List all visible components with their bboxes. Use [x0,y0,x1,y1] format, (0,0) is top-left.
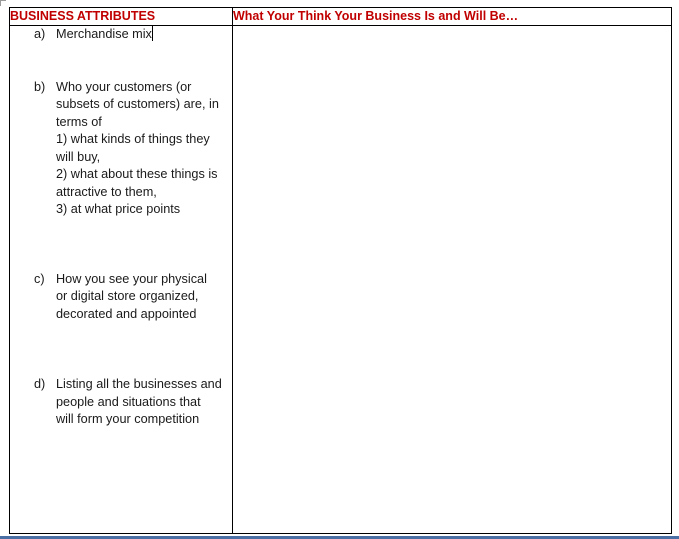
item-line: people and situations that [56,394,201,409]
item-line [56,26,228,44]
item-line: Listing all the businesses and [56,377,222,391]
item-line: terms of [56,114,102,129]
header-business-vision: What Your Think Your Business Is and Will Be… [233,8,672,26]
header-row [10,8,672,26]
item-marker: d) [34,377,46,391]
item-line: 3) at what price points [56,202,181,216]
text-cursor [152,26,153,41]
attribute-item-a [10,26,232,44]
corner-crop-mark [0,0,6,6]
attribute-item-d [10,376,232,429]
item-line: or digital store organized, [56,289,199,303]
item-line: 2) what about these things is [56,167,218,181]
header-business-attributes: BUSINESS ATTRIBUTES [10,8,233,26]
item-marker: b) [34,79,46,94]
item-marker: a) [34,27,46,41]
item-marker: c) [34,271,45,286]
item-line: will form your competition [56,412,200,426]
business-vision-cell[interactable] [233,26,672,534]
item-line: 1) what kinds of things they [56,132,210,146]
item-line: decorated and appointed [56,306,197,321]
item-line: Who your customers (or [56,79,192,94]
item-line-text: Merchandise mix [56,27,152,41]
body-row [10,26,672,534]
item-line: will buy, [56,149,101,164]
item-line: attractive to them, [56,184,157,199]
attribute-item-b [10,79,232,219]
business-attributes-table [9,7,672,534]
item-line: How you see your physical [56,271,207,286]
item-line: subsets of customers) are, in [56,97,219,111]
attribute-item-c [10,271,232,324]
attributes-cell[interactable] [10,26,233,534]
